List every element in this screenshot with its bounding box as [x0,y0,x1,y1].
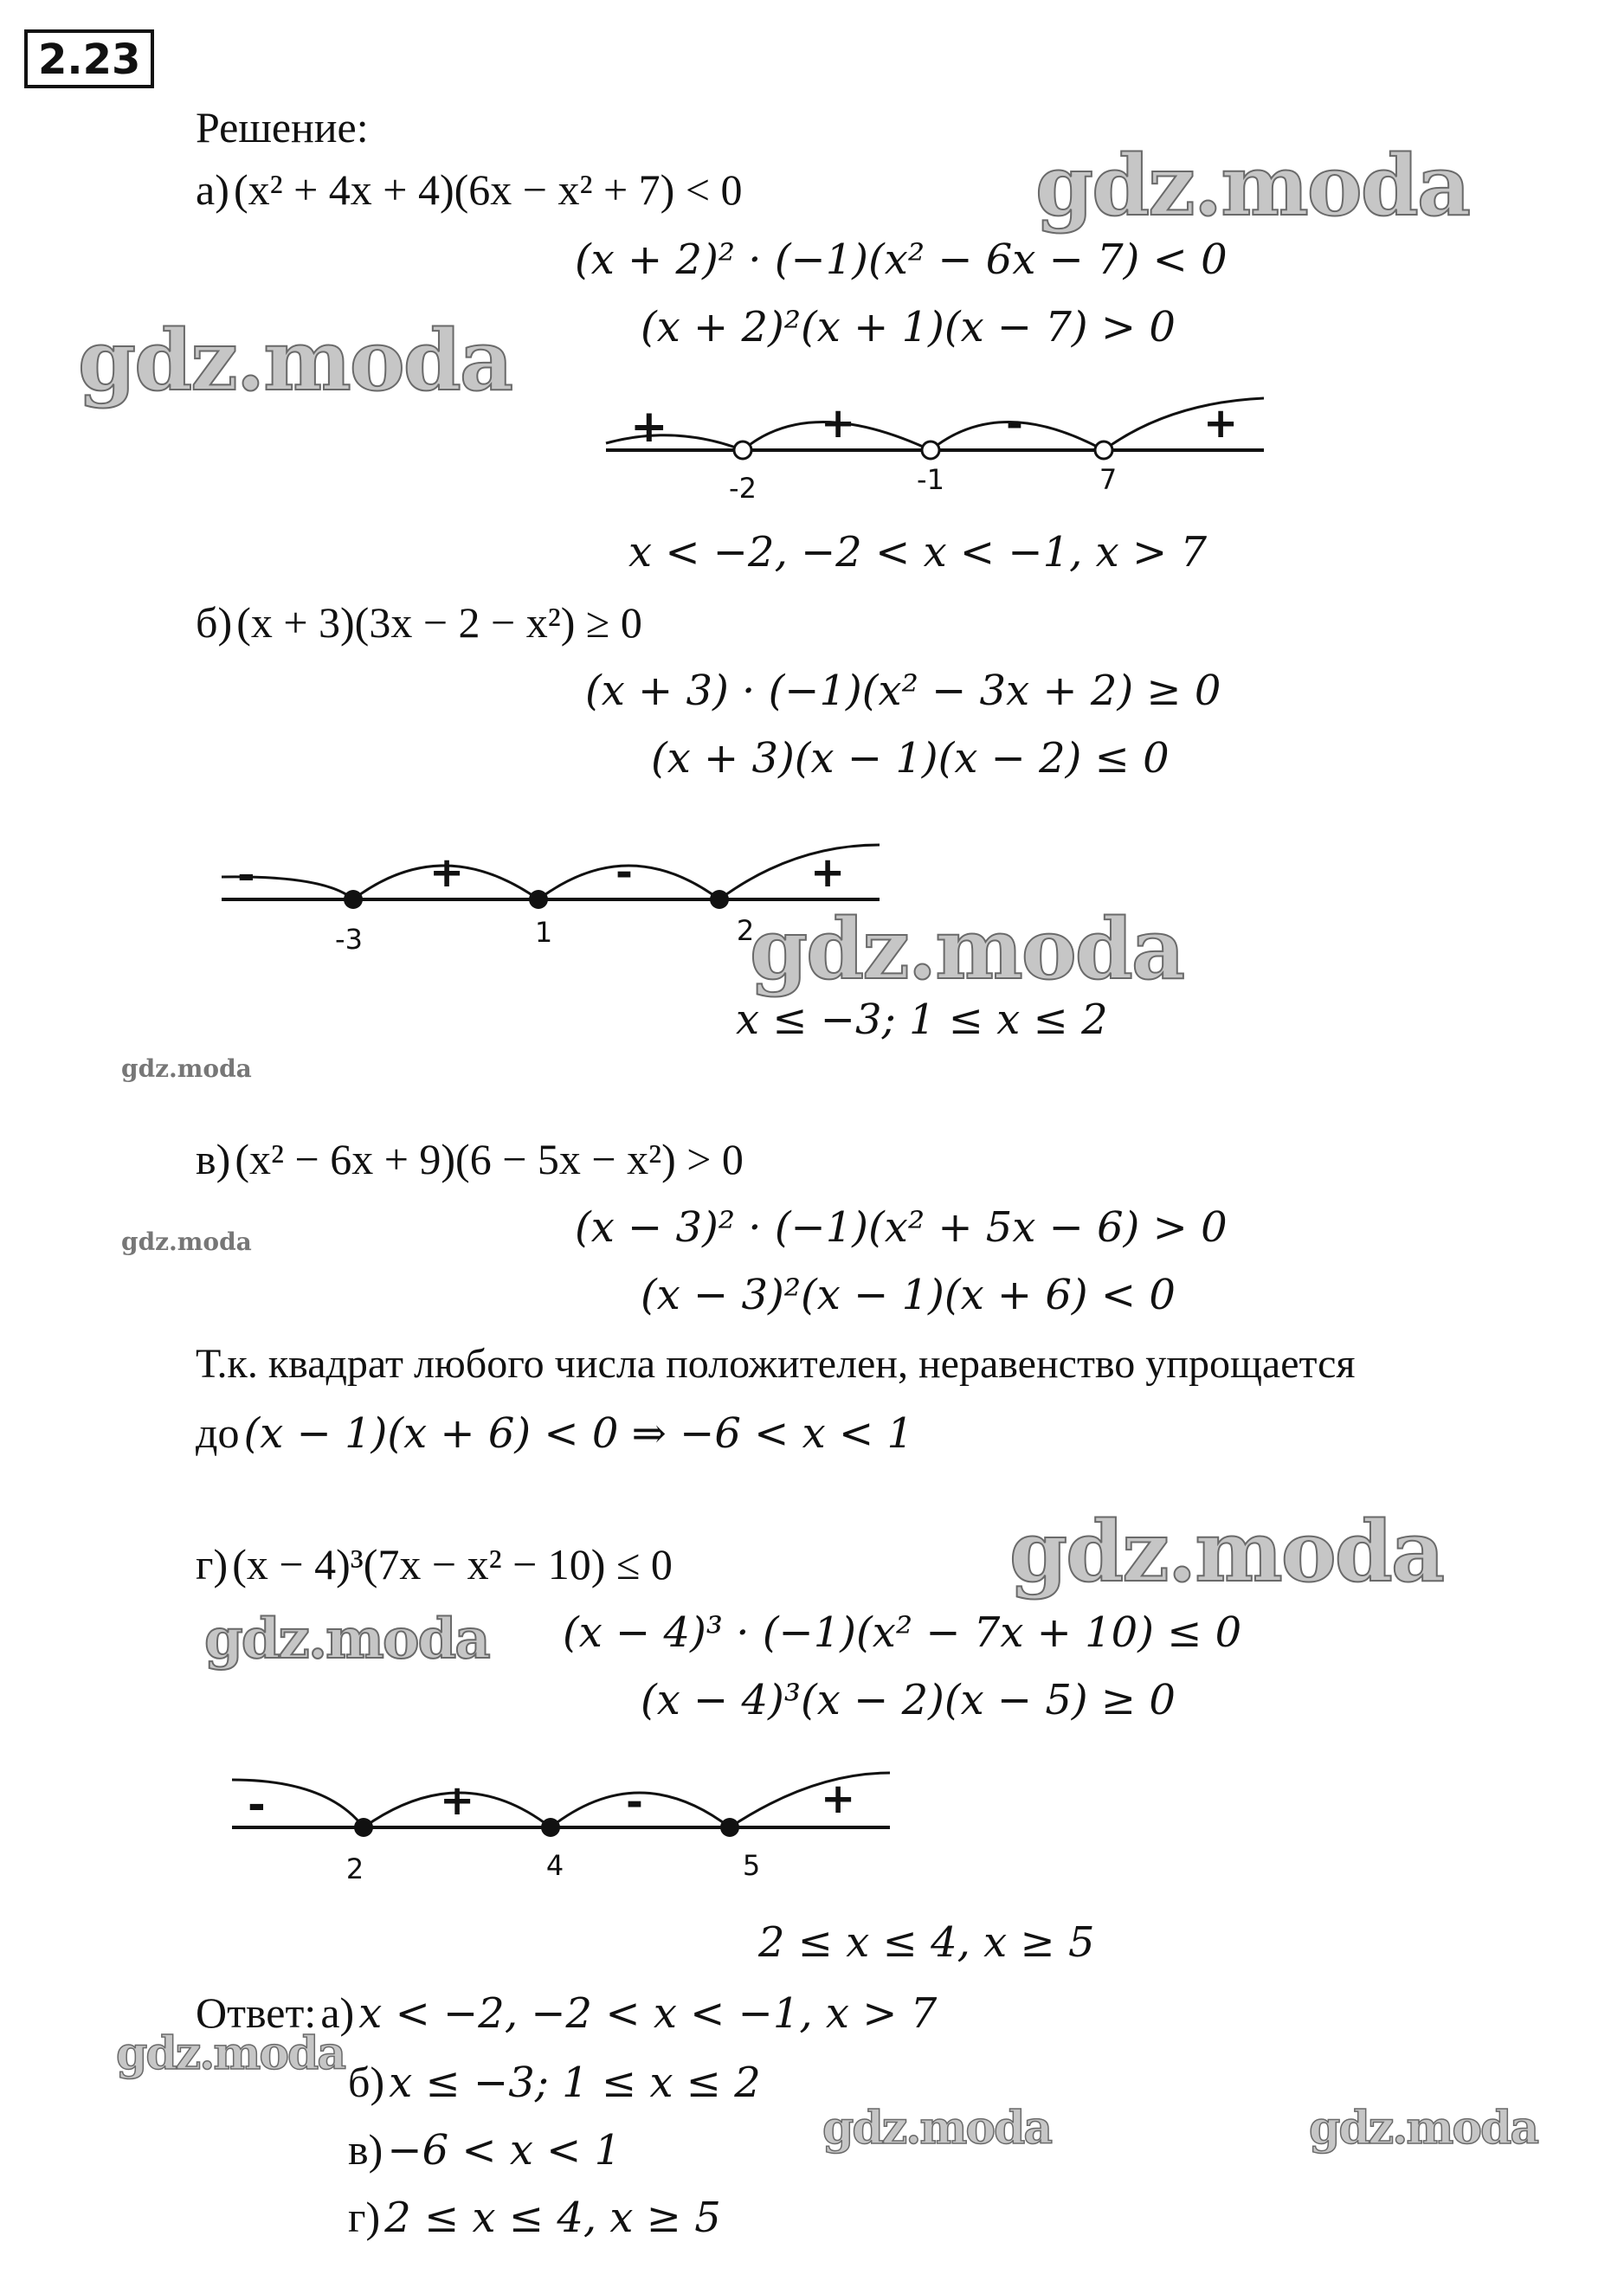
point-label: 2 [736,914,755,947]
answer-line-b [348,2057,761,2107]
part-a-step2: (x + 2)²(x + 1)(x − 7) > 0 [641,303,1176,351]
part-v-given [196,1134,744,1184]
watermark: gdz.moda [116,2027,345,2080]
part-v-note-prefix: до [196,1408,240,1457]
point-label: -2 [729,472,757,505]
open-point [734,441,751,459]
part-g-step1: (x − 4)³ · (−1)(x² − 7x + 10) ≤ 0 [563,1608,1242,1657]
part-g-given [196,1539,673,1589]
closed-point [354,1818,373,1837]
answer-line-g [348,2192,721,2242]
sign-label: - [615,848,633,897]
sign-arc [606,435,743,450]
sign-label: + [440,1776,475,1825]
sign-label: + [429,848,465,897]
closed-point [720,1818,739,1837]
open-point [922,441,939,459]
watermark: gdz.moda [1035,137,1470,235]
answer-v: −6 < x < 1 [387,2126,622,2175]
point-label: 1 [534,916,553,949]
part-b-label: б) [196,598,233,647]
closed-point [529,890,548,909]
sign-label: + [821,1775,856,1823]
part-a-number-line [606,390,1264,511]
problem-number: 2.23 [24,29,154,88]
sign-label: - [248,1780,266,1830]
answer-line-v [348,2124,621,2175]
sign-arc [730,1773,890,1827]
sign-label: + [1203,399,1239,448]
sign-label: + [630,401,668,453]
watermark: gdz.moda [822,2102,1052,2155]
point-label: 5 [742,1849,761,1882]
part-b-result: x ≤ −3; 1 ≤ x ≤ 2 [736,996,1108,1044]
sign-label: + [810,848,846,897]
watermark: gdz.moda [121,1054,252,1083]
sign-label: + [821,399,856,448]
answer-label: Ответ: [196,1988,317,2037]
part-v-step2: (x − 3)²(x − 1)(x + 6) < 0 [641,1271,1176,1319]
part-g-label: г) [196,1540,229,1588]
point-label: 4 [545,1849,564,1882]
closed-point [710,890,729,909]
watermark: gdz.moda [121,1227,252,1256]
watermark: gdz.moda [1309,2102,1538,2155]
answer-a: x < −2, −2 < x < −1, x > 7 [358,1989,938,2038]
answer-a-label: а) [320,1988,355,2037]
sign-label: - [1006,399,1023,448]
part-a-step1: (x + 2)² · (−1)(x² − 6x − 7) < 0 [575,235,1228,284]
part-b-given-expr: (x + 3)(3x − 2 − x²) ≥ 0 [236,598,642,647]
watermark: gdz.moda [204,1607,489,1672]
part-v-note-line2 [196,1408,913,1458]
part-b-step2: (x + 3)(x − 1)(x − 2) ≤ 0 [651,734,1170,783]
sign-label: - [626,1778,643,1827]
open-point [1095,441,1112,459]
closed-point [344,890,363,909]
solution-heading: Решение: [196,103,369,151]
part-g-number-line [232,1762,890,1884]
point-label: 2 [345,1853,364,1885]
watermark: gdz.moda [1009,1503,1444,1601]
answer-g: 2 ≤ x ≤ 4, x ≥ 5 [384,2194,721,2242]
part-v-label: в) [196,1135,231,1183]
part-b-step1: (x + 3) · (−1)(x² − 3x + 2) ≥ 0 [585,667,1221,715]
part-a-given [196,164,743,215]
part-g-step2: (x − 4)³(x − 2)(x − 5) ≥ 0 [641,1676,1176,1724]
part-g-given-expr: (x − 4)³(7x − x² − 10) ≤ 0 [232,1540,673,1588]
part-v-note: Т.к. квадрат любого числа положителен, неравенство упрощается [196,1341,1356,1387]
answer-b-label: б) [348,2058,385,2106]
part-v-given-expr: (x² − 6x + 9)(6 − 5x − x²) > 0 [235,1135,744,1183]
part-b-given [196,597,642,648]
part-a-given-expr: (x² + 4x + 4)(6x − x² + 7) < 0 [233,165,743,214]
answer-v-label: в) [348,2125,383,2174]
sign-arc [719,845,880,899]
answer-b: x ≤ −3; 1 ≤ x ≤ 2 [389,2059,761,2107]
part-a-result: x < −2, −2 < x < −1, x > 7 [628,528,1207,577]
part-v-step1: (x − 3)² · (−1)(x² + 5x − 6) > 0 [575,1203,1228,1252]
watermark: gdz.moda [78,312,512,409]
point-label: -1 [917,463,944,496]
part-a-label: а) [196,165,229,214]
point-label: -3 [335,923,363,956]
watermark: gdz.moda [750,900,1184,998]
closed-point [541,1818,560,1837]
sign-label: - [237,850,255,900]
part-g-result: 2 ≤ x ≤ 4, x ≥ 5 [758,1918,1095,1967]
sign-arc [1104,398,1264,450]
part-v-note-math: (x − 1)(x + 6) < 0 ⇒ −6 < x < 1 [243,1409,913,1458]
point-label: 7 [1099,463,1118,496]
answer-g-label: г) [348,2193,381,2241]
